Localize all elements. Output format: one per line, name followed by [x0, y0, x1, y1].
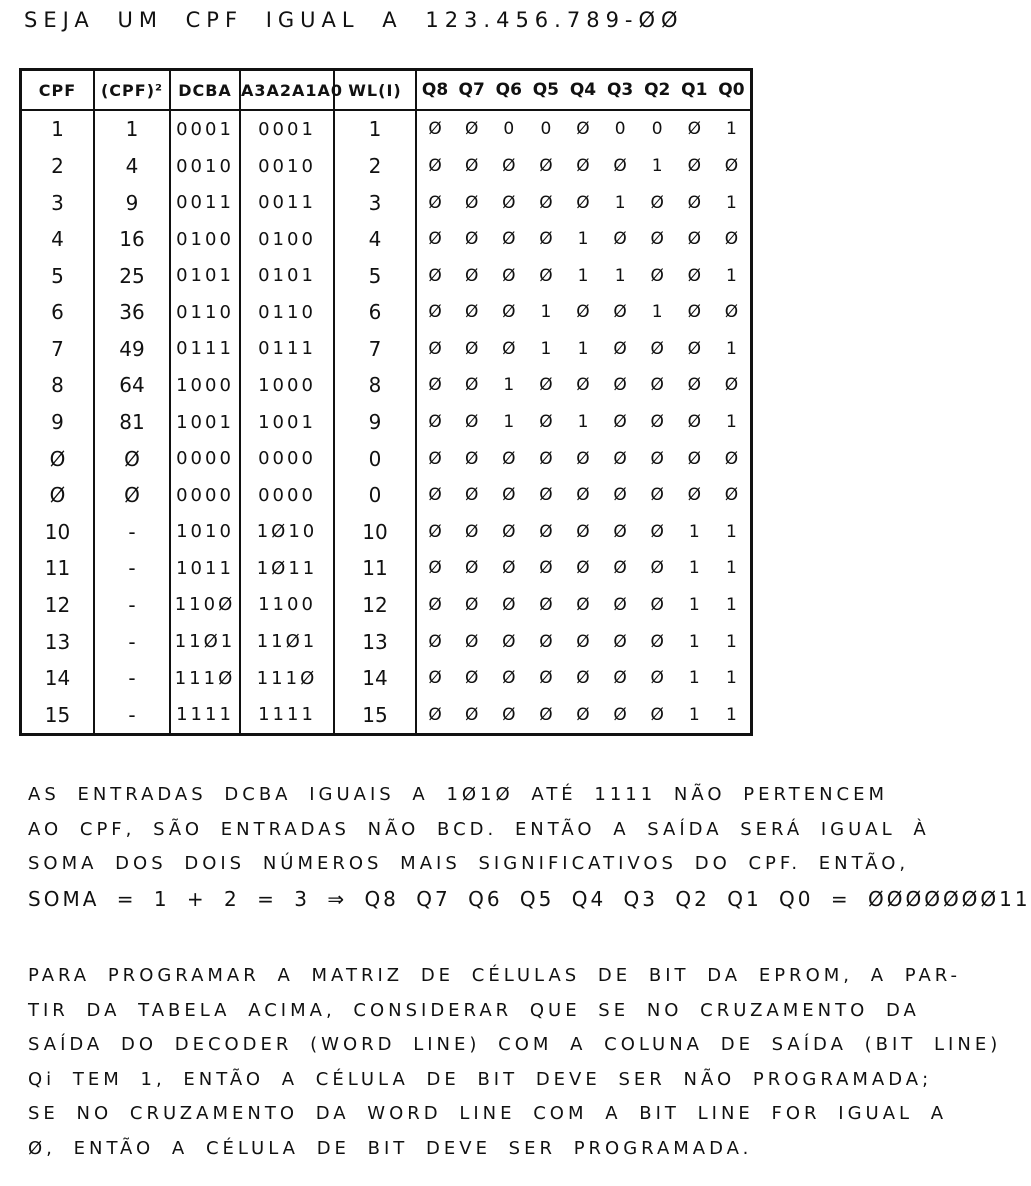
table-cell: Ø: [576, 668, 590, 689]
table-cell: Ø: [650, 375, 664, 396]
table-cell: Ø: [539, 558, 553, 579]
table-cell: 1: [540, 338, 552, 359]
table-cell: Ø: [464, 448, 479, 469]
table-cell: 2: [51, 154, 64, 178]
table-cell: Ø: [464, 485, 479, 506]
table-cell: Ø: [576, 704, 590, 725]
table-cell: 1: [726, 668, 737, 689]
table-cell: 1: [726, 119, 737, 140]
table-cell: 2: [334, 148, 416, 185]
table-cell: Ø: [687, 448, 702, 469]
table-cell: Ø: [502, 704, 516, 725]
table-cell: 1: [577, 265, 589, 286]
table-cell: Ø: [539, 156, 553, 176]
table-cell: Ø: [613, 631, 627, 652]
table-cell: Ø: [416, 257, 453, 294]
table-cell: 1: [726, 192, 737, 213]
table-header-row: [22, 71, 750, 110]
table-cell: Ø: [464, 521, 479, 542]
table-cell: Ø: [650, 448, 664, 469]
paragraph-bcd-explanation: [28, 778, 1031, 916]
table-cell: Ø: [416, 440, 453, 477]
table-cell: 13: [334, 623, 416, 660]
column-header: WL(I): [334, 71, 416, 110]
table-cell: 3: [334, 184, 416, 221]
table-cell: 14: [44, 666, 71, 691]
table-cell: Ø: [576, 485, 590, 506]
table-cell: 1: [688, 594, 700, 615]
table-cell: Ø: [613, 412, 627, 433]
table-cell: 4: [94, 148, 170, 185]
table-cell: 1: [688, 521, 700, 542]
table-cell: 0000: [170, 477, 240, 514]
table-row: [22, 294, 750, 331]
table-cell: 1: [688, 631, 700, 652]
table-cell: Ø: [576, 302, 590, 323]
table-cell: 1: [94, 110, 170, 148]
table-cell: 10: [44, 519, 71, 544]
paragraph-line: AO CPF, SÃO ENTRADAS NÃO BCD. ENTÃO A SAÍDA SERÁ IGUAL À: [28, 818, 930, 840]
table-row: [22, 148, 750, 185]
table-cell: -: [94, 550, 170, 587]
table-row: [22, 221, 750, 258]
table-cell: 111Ø: [170, 660, 240, 697]
table-cell: Ø: [464, 704, 479, 725]
table-cell: Ø: [687, 265, 702, 286]
table-cell: 1: [726, 265, 737, 286]
table-cell: Ø: [539, 668, 553, 689]
table-cell: Ø: [724, 156, 739, 176]
table-cell: 1Ø11: [240, 550, 334, 587]
table-cell: 6: [51, 300, 64, 325]
table-cell: Ø: [502, 192, 516, 213]
table-cell: 0111: [170, 331, 240, 368]
table-cell: 0100: [170, 221, 240, 258]
table-cell: Ø: [539, 265, 553, 286]
paragraph-eprom-programming: [28, 959, 1002, 1166]
table-cell: 1001: [240, 404, 334, 441]
table-cell: 1: [651, 302, 663, 323]
table-cell: Ø: [539, 229, 553, 250]
table-cell: Ø: [464, 375, 479, 396]
column-header: Q6: [490, 71, 527, 110]
table-cell: Ø: [650, 229, 664, 250]
paragraph-line: Ø, ENTÃO A CÉLULA DE BIT DEVE SER PROGRAMADA.: [28, 1137, 753, 1159]
table-row: [22, 514, 750, 551]
table-row: [22, 550, 750, 587]
table-cell: Ø: [502, 229, 516, 250]
table-cell: 0011: [170, 184, 240, 221]
table-cell: Ø: [613, 375, 627, 396]
table-cell: Ø: [687, 119, 702, 140]
table-cell: 13: [44, 629, 71, 654]
table-cell: Ø: [539, 412, 553, 433]
table-cell: 0000: [170, 440, 240, 477]
table-cell: Ø: [464, 631, 479, 652]
table-cell: 0000: [240, 477, 334, 514]
table-cell: 9: [334, 404, 416, 441]
truth-table-grid: [22, 71, 750, 733]
paragraph-line: SAÍDA DO DECODER (WORD LINE) COM A COLUNA DE SAÍDA (BIT LINE): [28, 1034, 1002, 1055]
table-cell: Ø: [687, 485, 702, 506]
table-cell: Ø: [49, 483, 66, 508]
table-cell: Ø: [650, 631, 664, 652]
paragraph-line: PARA PROGRAMAR A MATRIZ DE CÉLULAS DE BIT DA EPROM, A PAR-: [28, 965, 962, 986]
table-row: [22, 257, 750, 294]
table-cell: Ø: [724, 229, 739, 250]
table-row: [22, 184, 750, 221]
table-cell: 0010: [240, 148, 334, 185]
table-cell: 9: [51, 410, 64, 435]
table-cell: Ø: [539, 192, 553, 213]
table-cell: 0001: [240, 110, 334, 148]
table-cell: Ø: [613, 704, 627, 725]
table-cell: Ø: [502, 668, 516, 689]
column-header: (CPF)²: [94, 71, 170, 110]
table-cell: Ø: [416, 148, 453, 185]
table-cell: Ø: [464, 119, 479, 140]
table-cell: 0: [334, 440, 416, 477]
table-cell: 0: [651, 119, 663, 140]
table-cell: Ø: [502, 265, 516, 286]
table-cell: Ø: [464, 192, 479, 213]
table-cell: 1: [726, 558, 737, 579]
table-cell: 1010: [170, 514, 240, 551]
table-cell: -: [94, 587, 170, 624]
table-cell: Ø: [613, 229, 627, 250]
table-cell: Ø: [464, 558, 479, 579]
table-cell: 111Ø: [240, 660, 334, 697]
table-cell: Ø: [539, 375, 553, 396]
table-cell: Ø: [464, 594, 479, 615]
table-cell: Ø: [613, 485, 627, 506]
table-cell: 12: [44, 592, 71, 617]
table-cell: 1: [726, 704, 737, 725]
table-cell: 11Ø1: [170, 623, 240, 660]
table-cell: Ø: [576, 375, 590, 396]
table-cell: 1: [503, 375, 515, 396]
table-cell: 1: [503, 412, 515, 433]
table-cell: 1111: [170, 696, 240, 733]
table-row: [22, 623, 750, 660]
table-cell: 1: [726, 631, 737, 652]
table-cell: 0100: [240, 221, 334, 258]
table-cell: 7: [51, 336, 64, 361]
table-cell: 1: [688, 668, 700, 689]
table-cell: Ø: [613, 668, 627, 689]
table-cell: 25: [94, 257, 170, 294]
table-cell: 11Ø1: [240, 623, 334, 660]
table-row: [22, 587, 750, 624]
table-cell: Ø: [650, 558, 664, 579]
table-cell: Ø: [416, 477, 453, 514]
table-cell: 0: [614, 119, 626, 140]
table-cell: 1111: [240, 696, 334, 733]
table-cell: 0101: [170, 257, 240, 294]
table-cell: Ø: [650, 485, 664, 506]
table-cell: 1: [688, 704, 700, 725]
table-cell: Ø: [613, 156, 627, 176]
table-cell: Ø: [49, 446, 66, 471]
table-cell: Ø: [576, 156, 590, 176]
table-cell: Ø: [613, 338, 627, 359]
table-cell: Ø: [613, 302, 627, 323]
column-header: Q3: [602, 71, 639, 110]
table-cell: 1: [577, 338, 589, 359]
table-cell: Ø: [576, 521, 590, 542]
table-cell: 1: [651, 156, 663, 176]
table-cell: Ø: [687, 375, 702, 396]
table-cell: 1: [688, 558, 700, 579]
table-cell: 0: [540, 119, 552, 140]
table-cell: Ø: [650, 192, 664, 213]
table-cell: Ø: [650, 594, 664, 615]
table-cell: Ø: [576, 558, 590, 579]
column-header: Q5: [527, 71, 564, 110]
table-cell: Ø: [724, 448, 739, 469]
table-cell: Ø: [613, 521, 627, 542]
table-cell: Ø: [464, 338, 479, 359]
table-cell: Ø: [416, 110, 453, 148]
table-cell: Ø: [416, 623, 453, 660]
table-cell: 0110: [170, 294, 240, 331]
table-cell: Ø: [416, 660, 453, 697]
sum-formula: SOMA = 1 + 2 = 3 ⇒ Q8 Q7 Q6 Q5 Q4 Q3 Q2 Q1 Q0 = ØØØØØØØ11: [28, 886, 1031, 911]
table-cell: Ø: [94, 440, 170, 477]
column-header: Q1: [676, 71, 713, 110]
table-row: [22, 660, 750, 697]
table-cell: 0111: [240, 331, 334, 368]
table-cell: Ø: [539, 485, 553, 506]
table-cell: Ø: [687, 412, 702, 433]
table-cell: Ø: [613, 558, 627, 579]
table-cell: Ø: [502, 448, 516, 469]
table-cell: Ø: [576, 448, 590, 469]
table-cell: Ø: [416, 294, 453, 331]
table-cell: 0000: [240, 440, 334, 477]
table-cell: 4: [334, 221, 416, 258]
table-cell: Ø: [416, 221, 453, 258]
truth-table: [19, 68, 753, 736]
table-cell: 1: [726, 338, 737, 359]
table-cell: 1: [726, 594, 737, 615]
table-cell: -: [94, 660, 170, 697]
table-cell: Ø: [502, 485, 516, 506]
table-cell: Ø: [416, 331, 453, 368]
table-cell: Ø: [539, 631, 553, 652]
table-cell: Ø: [416, 404, 453, 441]
table-cell: 15: [334, 696, 416, 733]
table-cell: 1: [51, 117, 64, 142]
table-cell: 0011: [240, 184, 334, 221]
table-row: [22, 367, 750, 404]
column-header: DCBA: [170, 71, 240, 110]
table-cell: Ø: [502, 156, 516, 176]
table-cell: 5: [51, 263, 64, 288]
table-cell: Ø: [687, 338, 702, 359]
paragraph-line: SOMA DOS DOIS NÚMEROS MAIS SIGNIFICATIVOS DO CPF. ENTÃO,: [28, 853, 910, 874]
table-body: [22, 110, 750, 733]
table-cell: 0001: [170, 110, 240, 148]
table-cell: 1: [726, 412, 737, 433]
paragraph-line: SE NO CRUZAMENTO DA WORD LINE COM A BIT LINE FOR IGUAL A: [28, 1103, 948, 1124]
table-cell: Ø: [464, 302, 479, 323]
table-cell: Ø: [416, 514, 453, 551]
table-cell: Ø: [650, 265, 664, 286]
table-row: [22, 110, 750, 148]
table-cell: Ø: [539, 594, 553, 615]
table-cell: -: [94, 514, 170, 551]
table-cell: Ø: [687, 302, 702, 323]
table-cell: 81: [94, 404, 170, 441]
paragraph-line: AS ENTRADAS DCBA IGUAIS A 1Ø1Ø ATÉ 1111 NÃO PERTENCEM: [28, 784, 889, 805]
table-cell: Ø: [539, 521, 553, 542]
table-cell: Ø: [502, 521, 516, 542]
table-cell: 10: [334, 514, 416, 551]
table-cell: Ø: [687, 229, 702, 250]
table-cell: 1Ø10: [240, 514, 334, 551]
table-row: [22, 440, 750, 477]
table-cell: Ø: [724, 375, 739, 396]
table-cell: Ø: [94, 477, 170, 514]
table-cell: Ø: [464, 412, 479, 433]
table-cell: -: [94, 623, 170, 660]
table-cell: Ø: [650, 668, 664, 689]
table-cell: Ø: [687, 192, 702, 213]
table-cell: Ø: [416, 550, 453, 587]
table-cell: 1: [577, 412, 589, 433]
table-row: [22, 696, 750, 733]
table-cell: 0010: [170, 148, 240, 185]
table-cell: Ø: [650, 338, 664, 359]
table-row: [22, 477, 750, 514]
table-cell: Ø: [613, 448, 627, 469]
column-header: A3A2A1A0: [240, 71, 334, 110]
table-cell: Ø: [416, 696, 453, 733]
table-cell: Ø: [464, 265, 479, 286]
table-cell: 11: [44, 556, 71, 581]
table-row: [22, 404, 750, 441]
table-cell: Ø: [576, 192, 590, 213]
table-cell: 1: [726, 521, 737, 542]
table-cell: Ø: [464, 229, 479, 250]
table-cell: 49: [94, 331, 170, 368]
table-cell: 1100: [240, 587, 334, 624]
table-cell: Ø: [502, 338, 516, 359]
table-cell: Ø: [502, 558, 516, 579]
table-cell: Ø: [687, 156, 702, 176]
table-cell: 9: [94, 184, 170, 221]
table-cell: Ø: [464, 156, 479, 176]
table-cell: 5: [334, 257, 416, 294]
table-cell: Ø: [576, 119, 590, 140]
table-cell: 3: [51, 190, 64, 215]
table-cell: Ø: [502, 631, 516, 652]
table-cell: 64: [94, 367, 170, 404]
table-cell: 6: [334, 294, 416, 331]
table-cell: 110Ø: [170, 587, 240, 624]
paragraph-line: TIR DA TABELA ACIMA, CONSIDERAR QUE SE NO CRUZAMENTO DA: [28, 999, 920, 1021]
table-cell: 11: [334, 550, 416, 587]
table-cell: 14: [334, 660, 416, 697]
table-cell: Ø: [650, 704, 664, 725]
column-header: Q7: [453, 71, 490, 110]
table-cell: 1: [334, 110, 416, 148]
table-cell: Ø: [576, 631, 590, 652]
table-cell: 8: [51, 373, 64, 398]
column-header: Q2: [639, 71, 676, 110]
table-cell: 36: [94, 294, 170, 331]
table-cell: Ø: [464, 668, 479, 689]
table-cell: 1: [614, 265, 626, 286]
table-cell: Ø: [416, 184, 453, 221]
table-cell: 7: [334, 331, 416, 368]
table-cell: -: [94, 696, 170, 733]
table-cell: 16: [94, 221, 170, 258]
table-cell: Ø: [650, 521, 664, 542]
table-cell: Ø: [502, 594, 516, 615]
column-header: Q4: [564, 71, 601, 110]
table-cell: Ø: [502, 302, 516, 323]
page-heading: SEJA UM CPF IGUAL A 123.456.789-ØØ: [24, 8, 684, 32]
column-header: CPF: [22, 71, 94, 110]
table-cell: 1000: [240, 367, 334, 404]
table-cell: 1: [540, 302, 552, 323]
column-header: Q8: [416, 71, 453, 110]
table-cell: Ø: [576, 594, 590, 615]
table-cell: 1: [614, 192, 626, 213]
table-cell: 0110: [240, 294, 334, 331]
table-cell: Ø: [539, 448, 553, 469]
table-row: [22, 331, 750, 368]
table-cell: 4: [51, 227, 64, 252]
table-cell: Ø: [416, 587, 453, 624]
table-cell: Ø: [416, 367, 453, 404]
table-cell: 1000: [170, 367, 240, 404]
table-cell: Ø: [650, 412, 664, 433]
table-cell: Ø: [613, 594, 627, 615]
table-cell: 8: [334, 367, 416, 404]
table-cell: 15: [44, 702, 71, 727]
table-cell: 1: [577, 229, 589, 250]
table-cell: 0: [334, 477, 416, 514]
table-cell: 1011: [170, 550, 240, 587]
table-cell: 0: [503, 119, 515, 140]
table-cell: Ø: [724, 302, 739, 323]
table-cell: Ø: [539, 704, 553, 725]
paragraph-line: Qi TEM 1, ENTÃO A CÉLULA DE BIT DEVE SER NÃO PROGRAMADA;: [28, 1068, 933, 1090]
column-header: Q0: [713, 71, 750, 110]
table-cell: 1001: [170, 404, 240, 441]
table-cell: 0101: [240, 257, 334, 294]
table-cell: 12: [334, 587, 416, 624]
table-cell: Ø: [724, 485, 739, 506]
